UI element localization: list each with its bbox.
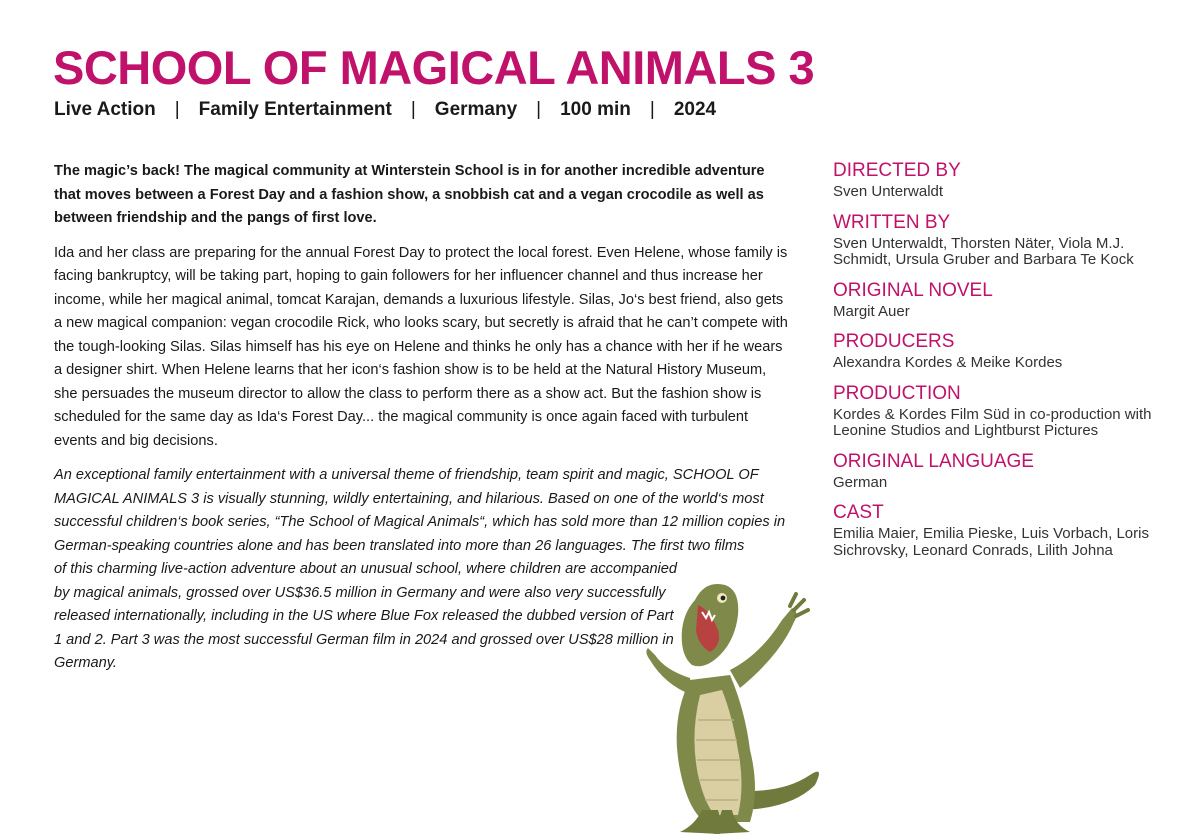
credit-label: ORIGINAL NOVEL — [833, 279, 993, 301]
credit-production — [833, 383, 1163, 440]
credit-label: PRODUCTION — [833, 382, 961, 404]
synopsis-pitch-continued: of this charming live-action adventure about an unusual school, where children are accompanied by magical animals, grossed over US$36.5 million in Germany and were also very successfully released internationally, including in the US where Blue Fox released the dubbed version of Part 1 and 2. Part 3 was the most successful German film in 2024 and grossed over US$28 million in Germany. — [54, 561, 678, 671]
page-title: SCHOOL OF MAGICAL ANIMALS 3 — [53, 41, 815, 94]
credit-value: German — [833, 473, 888, 491]
credit-producers — [833, 331, 1163, 372]
credit-label: DIRECTED BY — [833, 160, 961, 181]
meta-separator: | — [410, 99, 416, 120]
meta-genre: Live Action — [54, 99, 156, 120]
credit-directed-by — [833, 160, 1163, 201]
credit-original-language — [833, 451, 1163, 492]
credit-label: PRODUCERS — [833, 331, 955, 352]
meta-separator: | — [174, 99, 180, 120]
credit-value: Kordes & Kordes Film Süd in co-production with Leonine Studios and Lightburst Pictures — [833, 405, 1152, 439]
credit-label: CAST — [833, 502, 884, 523]
meta-runtime: 100 min — [560, 99, 631, 120]
synopsis-intro: The magic’s back! The magical community at Winterstein School is in for another incredible adventure that moves between a Forest Day and a fashion show, a snobbish cat and a vegan crocodile as well as between friendship and the pangs of first love. — [54, 163, 765, 226]
meta-separator: | — [649, 99, 655, 120]
credit-written-by — [833, 212, 1163, 269]
meta-country: Germany — [434, 99, 518, 120]
credit-original-novel — [833, 280, 1163, 321]
crocodile-icon — [646, 584, 819, 834]
credit-label: WRITTEN BY — [833, 211, 951, 233]
meta-category: Family Entertainment — [198, 99, 392, 120]
synopsis-pitch: An exceptional family entertainment with a universal theme of friendship, team spirit and magic, SCHOOL OF MAGICAL ANIMALS 3 is visually stunning, wildly entertaining, and hilarious. Based on one of the world‘s most successful children‘s book series, “The School of Magical Animals“, which has sold more than 12 million copies in German-speaking countries alone and has been translated into more than 26 languages. The first two films — [54, 467, 786, 554]
film-meta — [54, 99, 716, 121]
credit-value: Sven Unterwaldt — [833, 183, 944, 200]
credit-value: Margit Auer — [833, 302, 910, 320]
credit-value: Sven Unterwaldt, Thorsten Näter, Viola M.J. Schmidt, Ursula Gruber and Barbara Te Kock — [833, 234, 1134, 268]
synopsis-body: Ida and her class are preparing for the annual Forest Day to protect the local forest. Even Helene, whose family is facing bankruptcy, will be taking part, hoping to gain followers for her influencer channel and thus increase her income, while her magical animal, tomcat Karajan, demands a luxurious lifestyle. Silas, Jo‘s best friend, also gets a new magical companion: vegan crocodile Rick, who looks scary, but secretly is afraid that he can’t compete with the tough-looking Silas. Silas himself has his eye on Helene and thinks he only has a chance with her if he wears a designer shirt. When Helene learns that her icon‘s fashion show is to be held at the Natural History Museum, she persuades the museum director to allow the class to perform there as a show act. But the fashion show is scheduled for the same day as Ida‘s Forest Day... the magical community is once again faced with turbulent events and big decisions. — [54, 244, 788, 449]
meta-year: 2024 — [673, 99, 717, 120]
credit-value: Emilia Maier, Emilia Pieske, Luis Vorbach, Loris Sichrovsky, Leonard Conrads, Lilith Johna — [833, 525, 1149, 559]
credit-cast — [833, 502, 1163, 559]
crocodile-illustration — [610, 560, 830, 840]
meta-separator: | — [536, 99, 542, 120]
credits-panel — [833, 160, 1163, 570]
credit-label: ORIGINAL LANGUAGE — [833, 450, 1034, 472]
credit-value: Alexandra Kordes & Meike Kordes — [833, 354, 1063, 371]
